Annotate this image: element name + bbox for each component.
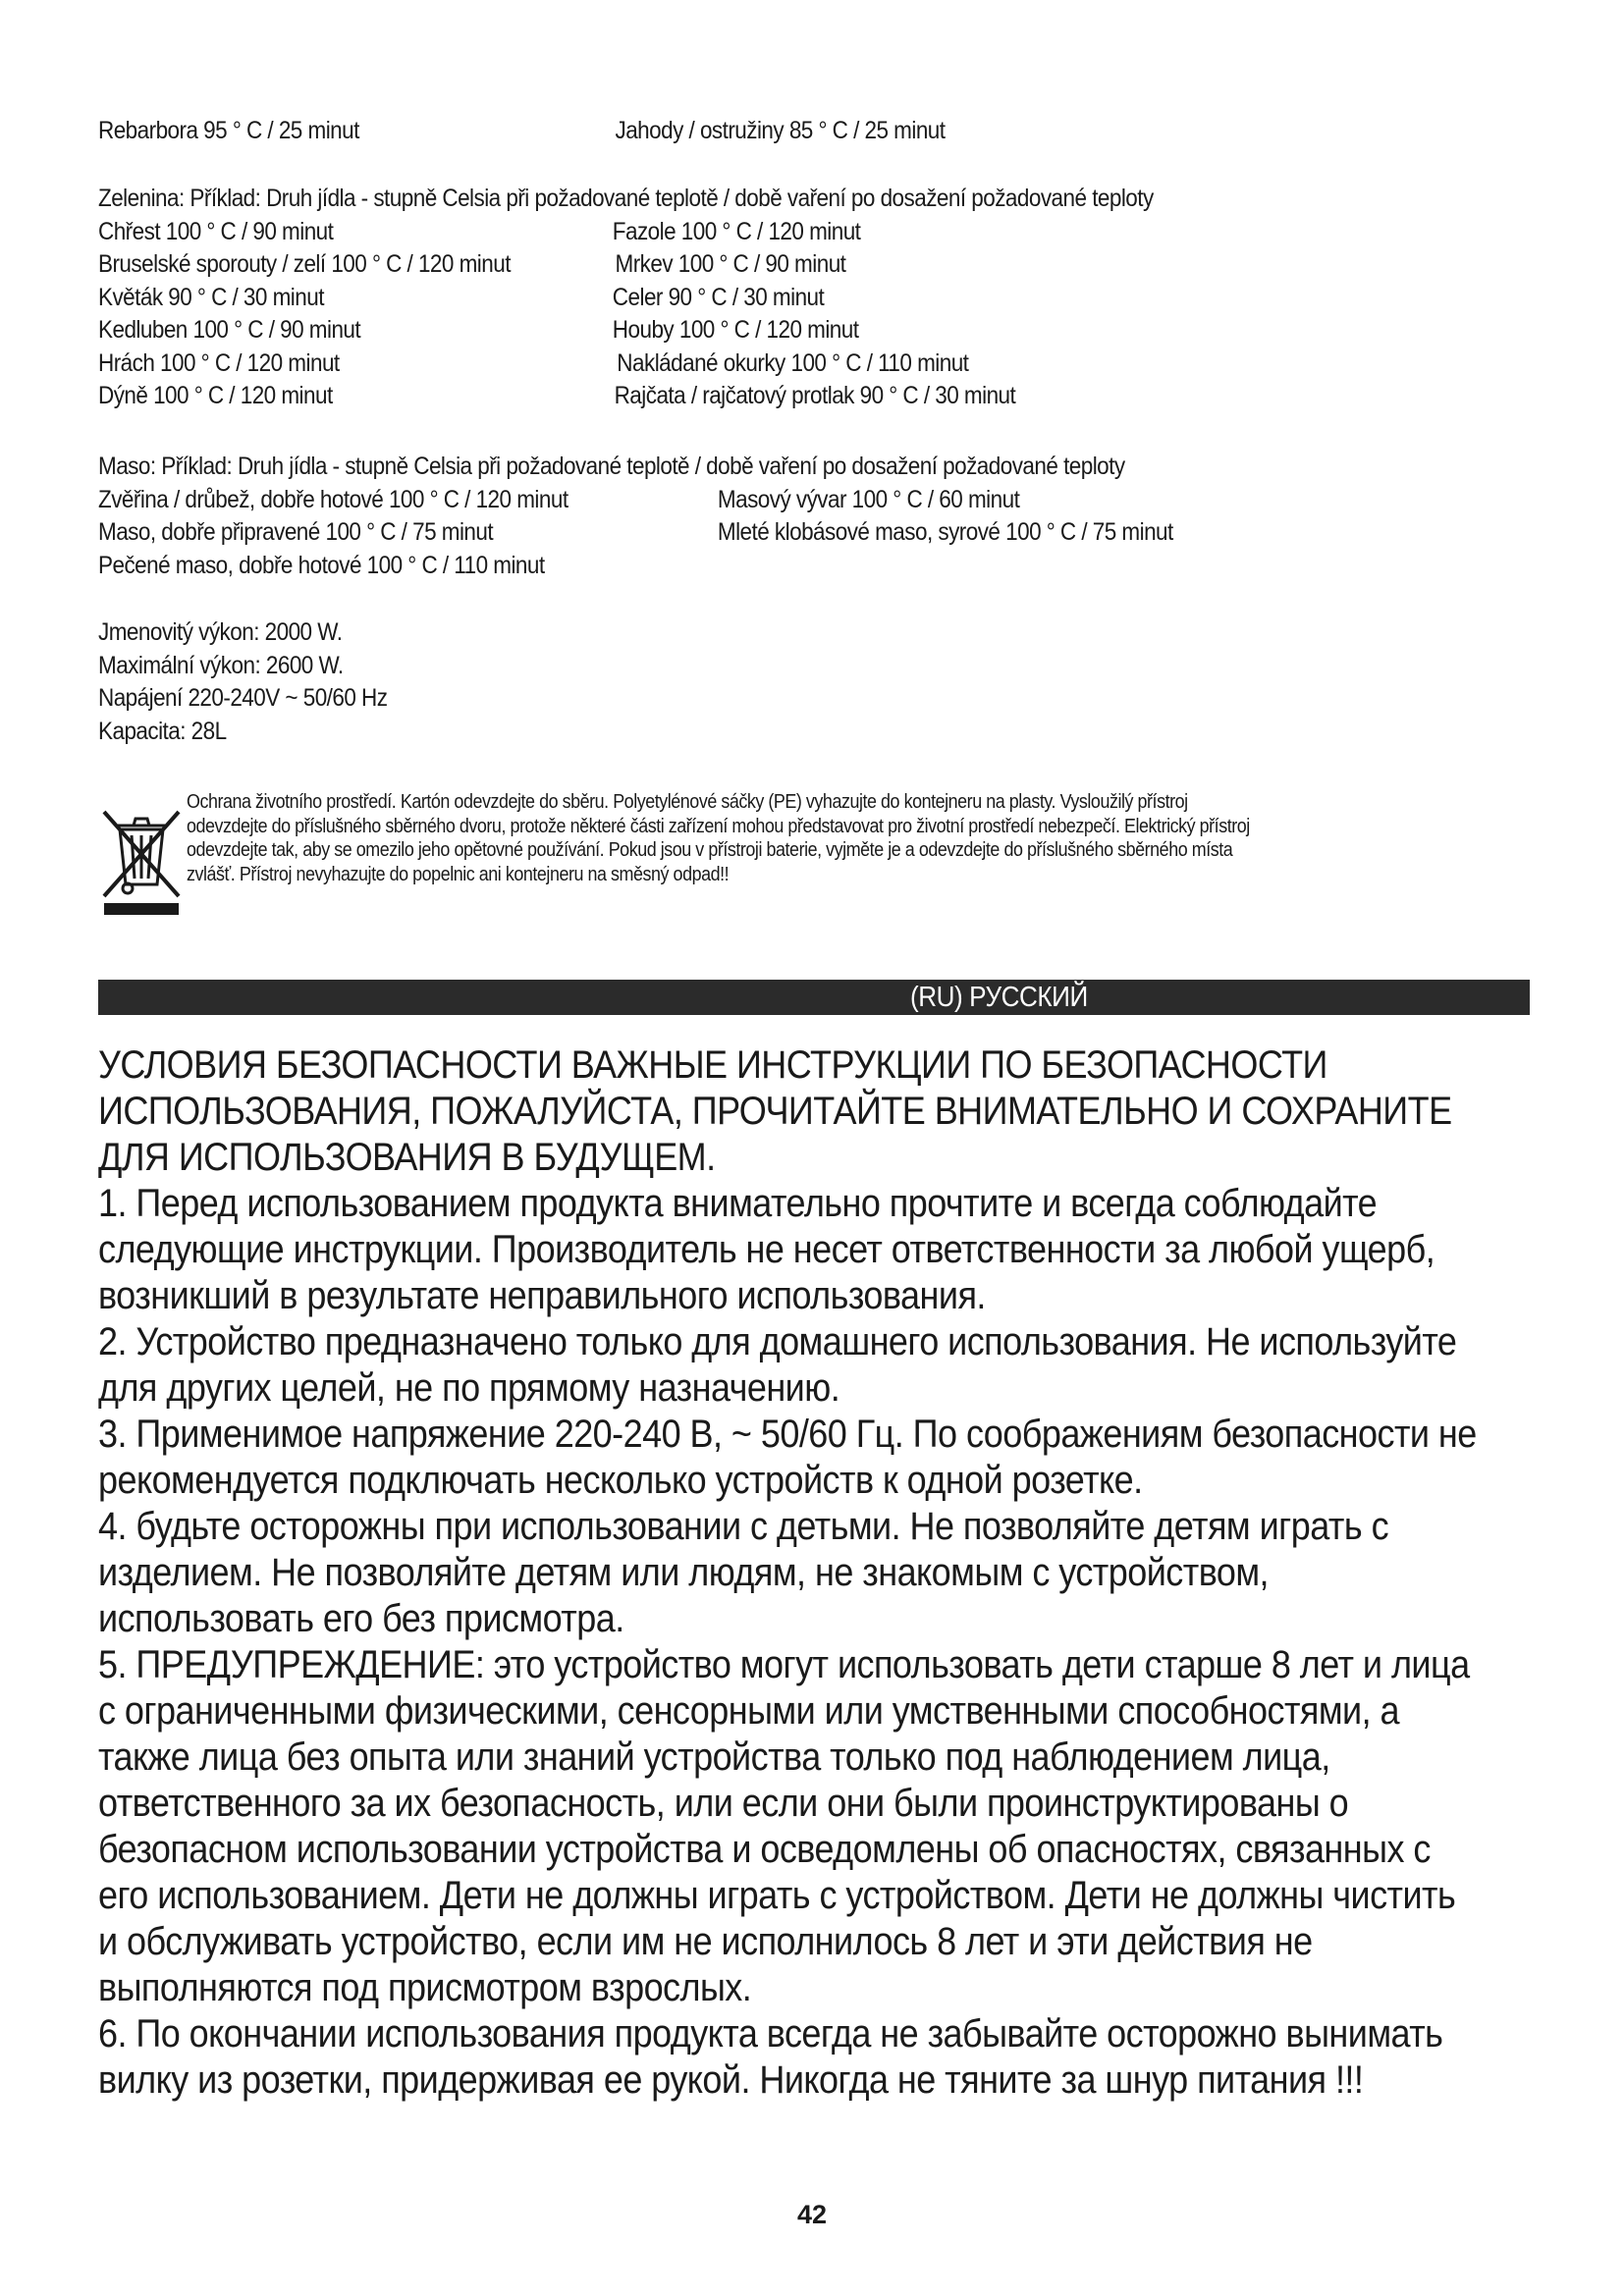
vegetable-item: Mrkev 100 ° C / 90 minut <box>615 250 846 278</box>
fruit-left: Rebarbora 95 ° C / 25 minut <box>98 117 359 144</box>
ru-text-line: для других целей, не по прямому назначению. <box>98 1366 840 1410</box>
meat-item: Maso, dobře připravené 100 ° C / 75 minut <box>98 518 494 546</box>
language-section-bar <box>98 980 1530 1015</box>
vegetable-item: Rajčata / rajčatový protlak 90 ° C / 30 minut <box>614 382 1016 409</box>
meat-section <box>98 451 1239 582</box>
ru-text-line: безопасном использовании устройства и осведомлены об опасностях, связанных с <box>98 1828 1431 1871</box>
ru-text-line: и обслуживать устройство, если им не исполнилось 8 лет и эти действия не <box>98 1920 1313 1963</box>
vegetable-item: Fazole 100 ° C / 120 minut <box>612 217 861 245</box>
ru-text-line: 6. По окончании использования продукта всегда не забывайте осторожно вынимать <box>98 2012 1443 2056</box>
meat-item: Masový vývar 100 ° C / 60 minut <box>717 485 1020 513</box>
ru-text-line: вилку из розетки, придерживая ее рукой. Никогда не тяните за шнур питания !!! <box>98 2058 1364 2102</box>
meat-item: Zvěřina / drůbež, dobře hotové 100 ° C / 120 minut <box>98 485 568 513</box>
ru-text-line: 3. Применимое напряжение 220-240 В, ~ 50/60 Гц. По соображениям безопасности не <box>98 1413 1477 1456</box>
ru-text-line: использовать его без присмотра. <box>98 1597 624 1640</box>
vegetables-heading: Zelenina: Příklad: Druh jídla - stupně Celsia při požadované teplotě / době vaření po dosažení požadované teploty <box>98 185 1154 212</box>
specs-section <box>98 616 419 748</box>
ru-text-line: следующие инструкции. Производитель не несет ответственности за любой ущерб, <box>98 1228 1435 1271</box>
meat-row <box>98 484 1125 517</box>
vegetable-item: Květák 90 ° C / 30 minut <box>98 283 324 311</box>
eco-line: odevzdejte tak, aby se omezilo jeho opětovné používání. Pokud jsou v přístroji baterie, vyjměte je a odevzdejte do příslušného sběrného místa <box>187 839 1233 861</box>
vegetable-item: Chřest 100 ° C / 90 minut <box>98 217 334 245</box>
meat-heading: Maso: Příklad: Druh jídla - stupně Celsia při požadované teplotě / době vaření po dosažení požadované teploty <box>98 453 1125 480</box>
ru-text-line: с ограниченными физическими, сенсорными или умственными способностями, а <box>98 1689 1400 1733</box>
ru-text-line: выполняются под присмотром взрослых. <box>98 1966 752 2009</box>
eco-line: zvlášť. Přístroj nevyhazujte do popelnic ani kontejneru na směsný odpad!! <box>187 863 730 885</box>
vegetable-item: Dýně 100 ° C / 120 minut <box>98 382 333 409</box>
meat-row <box>98 550 1125 583</box>
vegetable-item: Hrách 100 ° C / 120 minut <box>98 348 340 377</box>
ru-text-line: возникший в результате неправильного использования. <box>98 1274 986 1317</box>
spec-max-power: Maximální výkon: 2600 W. <box>98 651 344 679</box>
ru-text-line: 5. ПРЕДУПРЕЖДЕНИЕ: это устройство могут использовать дети старше 8 лет и лица <box>98 1643 1470 1686</box>
language-label: (RU) РУССКИЙ <box>910 982 1088 1013</box>
ru-safety-instructions <box>98 1042 1551 2104</box>
vegetable-item: Kedluben 100 ° C / 90 minut <box>98 316 361 344</box>
fruit-right: Jahody / ostružiny 85 ° C / 25 minut <box>615 117 946 144</box>
spec-capacity: Kapacita: 28L <box>98 717 227 745</box>
ru-text-line: рекомендуется подключать несколько устройств к одной розетке. <box>98 1459 1143 1502</box>
eco-notice <box>98 790 1532 923</box>
ru-text-line: изделием. Не позволяйте детям или людям, не знакомым с устройством, <box>98 1551 1270 1594</box>
vegetable-item: Bruselské sporouty / zelí 100 ° C / 120 minut <box>98 250 511 278</box>
eco-line: odevzdejte do příslušného sběrného dvoru, protože některé části zařízení mohou představovat pro životní prostředí nebezpečí. Elektrický přístroj <box>187 815 1250 837</box>
eco-notice-text <box>187 790 1461 886</box>
spec-rated-power: Jmenovitý výkon: 2000 W. <box>98 618 343 646</box>
ru-text-line: 2. Устройство предназначено только для домашнего использования. Не используйте <box>98 1320 1457 1363</box>
vegetables-row <box>98 248 1154 282</box>
ru-text-line: также лица без опыта или знаний устройства только под наблюдением лица, <box>98 1735 1330 1779</box>
meat-item: Pečené maso, dobře hotové 100 ° C / 110 minut <box>98 551 545 579</box>
page-number: 42 <box>796 2200 828 2229</box>
vegetables-row <box>98 216 1154 249</box>
ru-text-line: его использованием. Дети не должны играть с устройством. Дети не должны чистить <box>98 1874 1456 1917</box>
crossed-out-wheelie-bin-icon <box>98 804 185 920</box>
meat-row <box>98 516 1173 550</box>
fruit-row <box>98 115 946 147</box>
vegetables-row <box>98 380 1154 413</box>
eco-line: Ochrana životního prostředí. Kartón odevzdejte do sběru. Polyetylénové sáčky (PE) vyhazujte do kontejneru na plasty. Vysloužilý přístroj <box>187 791 1188 813</box>
ru-heading-line: ИСПОЛЬЗОВАНИЯ, ПОЖАЛУЙСТА, ПРОЧИТАЙТЕ ВНИМАТЕЛЬНО И СОХРАНИТЕ <box>98 1090 1452 1133</box>
vegetable-item: Celer 90 ° C / 30 minut <box>612 283 825 311</box>
vegetables-row <box>98 282 1154 315</box>
vegetable-item: Nakládané okurky 100 ° C / 110 minut <box>617 348 969 377</box>
ru-text-line: 1. Перед использованием продукта внимательно прочтите и всегда соблюдайте <box>98 1182 1378 1225</box>
spec-supply: Napájení 220-240V ~ 50/60 Hz <box>98 684 388 712</box>
vegetables-row <box>98 314 1154 347</box>
vegetable-item: Houby 100 ° C / 120 minut <box>612 316 859 344</box>
ru-heading-line: УСЛОВИЯ БЕЗОПАСНОСТИ ВАЖНЫЕ ИНСТРУКЦИИ ПО БЕЗОПАСНОСТИ <box>98 1043 1327 1087</box>
vegetables-section <box>98 183 1271 413</box>
vegetables-row <box>98 347 1154 381</box>
meat-item: Mleté klobásové maso, syrové 100 ° C / 75 minut <box>717 518 1173 546</box>
ru-heading-line: ДЛЯ ИСПОЛЬЗОВАНИЯ В БУДУЩЕМ. <box>98 1136 716 1179</box>
ru-text-line: ответственного за их безопасность, или если они были проинструктированы о <box>98 1782 1349 1825</box>
ru-text-line: 4. будьте осторожны при использовании с детьми. Не позволяйте детям играть с <box>98 1505 1389 1548</box>
